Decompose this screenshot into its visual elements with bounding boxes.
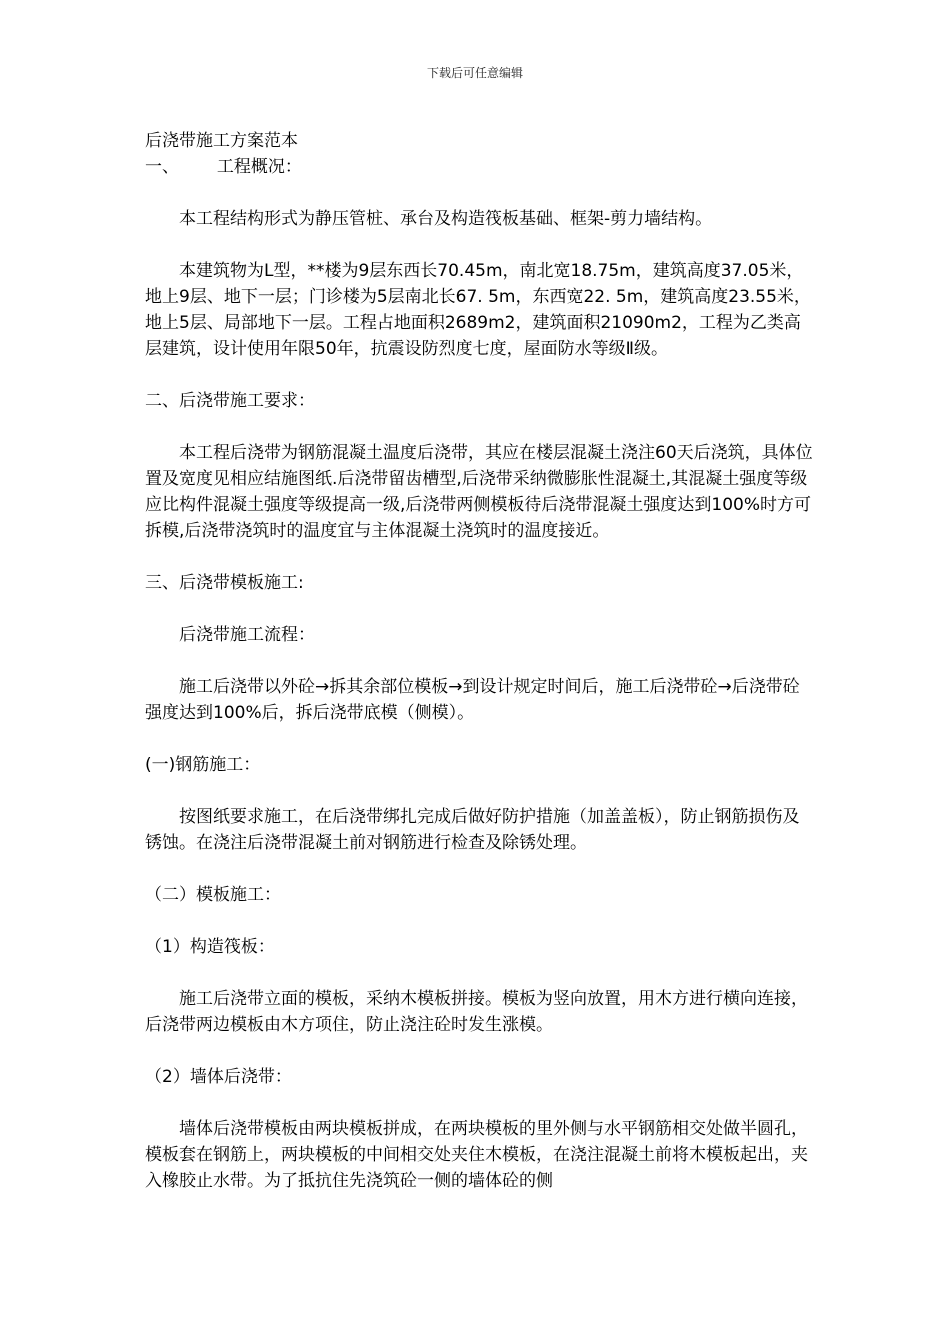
subsection-heading-formwork: （二）模板施工： [145,885,281,905]
paragraph-building-overview: 本建筑物为L型，**楼为9层东西长70.45m，南北宽18.75m，建筑高度37.05米，地上9层、地下一层；门诊楼为5层南北长67. 5m，东西宽22. 5m，建筑高度23.55米，地上5层、局部地下一层。工程占地面积2689m2，建筑面积21090m2，工程为乙类高层建筑，设计使用年限50年，抗震设防烈度七度，屋面防水等级Ⅱ级。 [145,261,811,359]
flow-heading: 后浇带施工流程： [179,625,315,645]
paragraph-wall: 墙体后浇带模板由两块模板拼成，在两块模板的里外侧与水平钢筋相交处做半圆孔，模板套在钢筋上，两块模板的中间相交处夹住木模板，在浇注混凝土前将木模板起出，夹入橡胶止水带。为了抵抗住先浇筑砼一侧的墙体砼的侧 [145,1119,808,1191]
subsection-heading-rebar: (一)钢筋施工： [145,755,261,775]
section-heading-2: 二、后浇带施工要求： [145,391,315,411]
paragraph-requirements: 本工程后浇带为钢筋混凝土温度后浇带，其应在楼层混凝土浇注60天后浇筑，具体位置及宽度见相应结施图纸.后浇带留齿槽型,后浇带采纳微膨胀性混凝土,其混凝土强度等级应比构件混凝土强度等级提高一级,后浇带两侧模板待后浇带混凝土强度达到100%时方可拆模,后浇带浇筑时的温度宜与主体混凝土浇筑时的温度接近。 [145,443,813,541]
paragraph-flow: 施工后浇带以外砼→拆其余部位模板→到设计规定时间后，施工后浇带砼→后浇带砼强度达到100%后，拆后浇带底模（侧模）。 [145,677,800,723]
paragraph-structure: 本工程结构形式为静压管桩、承台及构造筏板基础、框架-剪力墙结构。 [179,209,713,229]
section-heading-3: 三、后浇带模板施工: [145,573,304,593]
paragraph-rebar: 按图纸要求施工，在后浇带绑扎完成后做好防护措施（加盖盖板），防止钢筋损伤及锈蚀。在浇注后浇带混凝土前对钢筋进行检查及除锈处理。 [145,807,800,853]
item-heading-wall: （2）墙体后浇带： [145,1067,292,1087]
paragraph-raft: 施工后浇带立面的模板，采纳木模板拼接。模板为竖向放置，用木方进行横向连接，后浇带两边模板由木方项住，防止浇注砼时发生涨模。 [145,989,808,1035]
page-header: 下载后可任意编辑 [426,66,523,80]
document-body [145,128,813,1194]
document-title: 后浇带施工方案范本 [145,131,298,151]
section-heading-1: 一、 工程概况： [145,157,302,177]
item-heading-raft: （1）构造筏板： [145,937,275,957]
